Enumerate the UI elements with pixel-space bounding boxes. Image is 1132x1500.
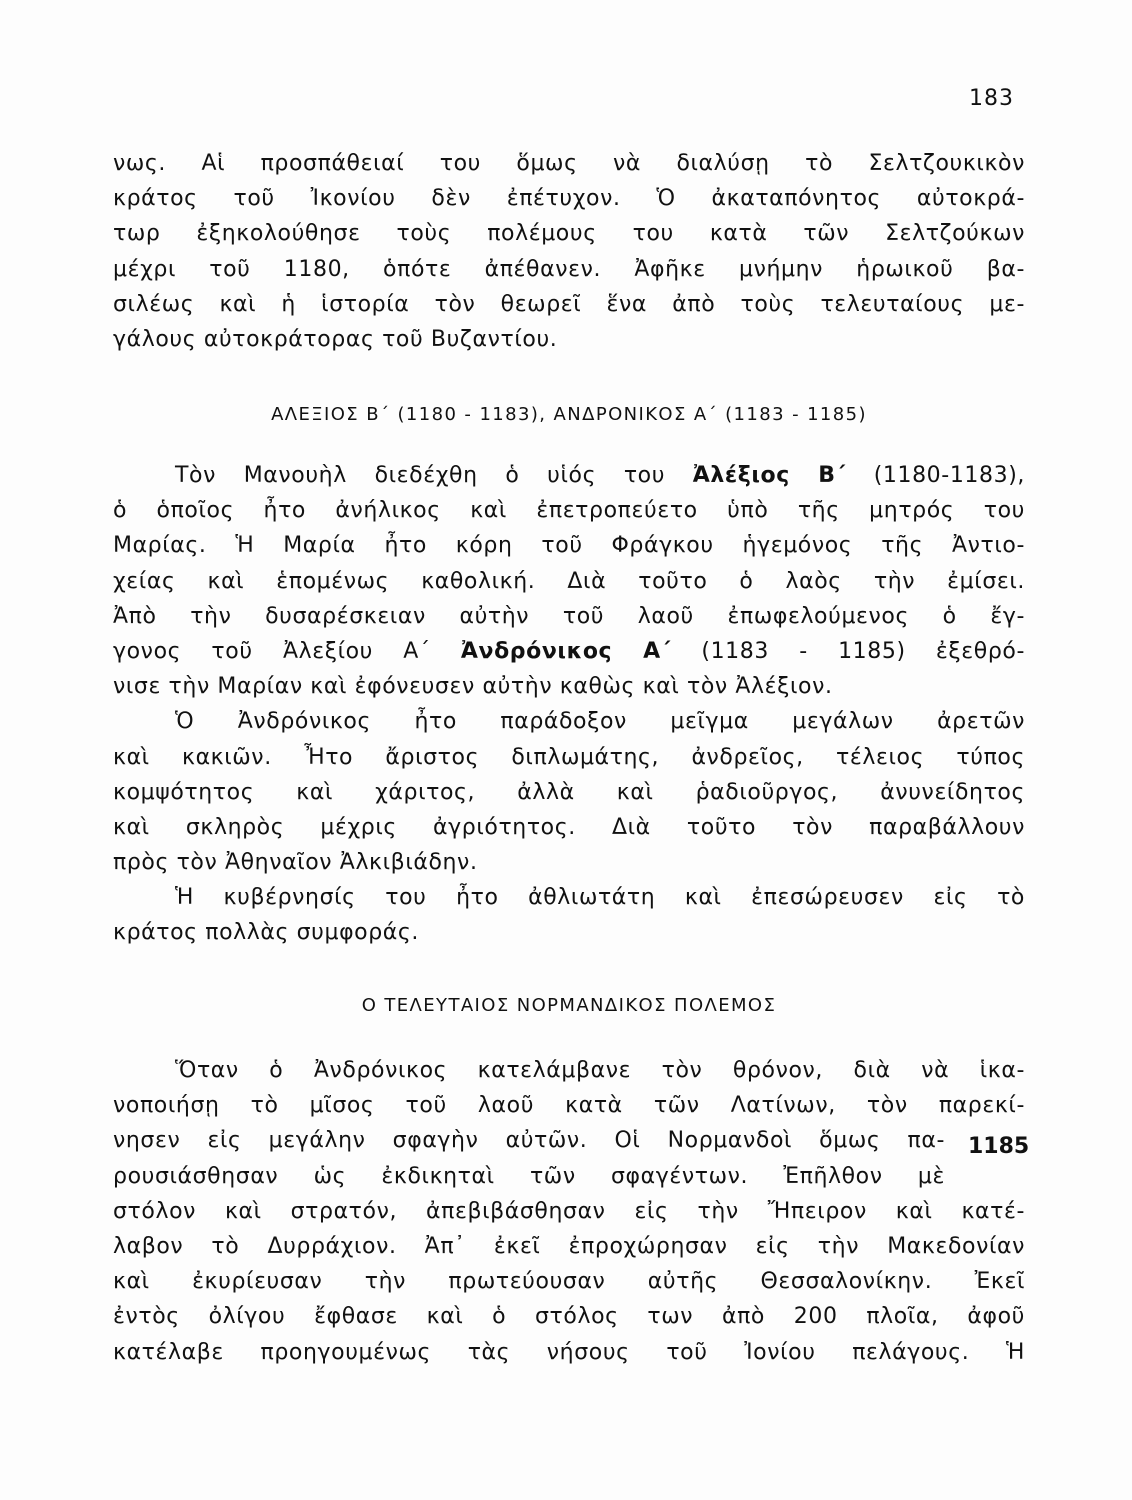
text-line: καὶ κακιῶν. Ἦτο ἄριστος διπλωμάτης, ἀνδρεῖος, τέλειος τύπος [113,744,1025,770]
text-line [113,634,1025,669]
text-line: πρὸς τὸν Ἀθηναῖον Ἀλκιβιάδην. [113,850,478,876]
bold-name-alexios: Ἀλέξιος Β΄ [692,463,846,488]
text-line: νοποιήσῃ τὸ μῖσος τοῦ λαοῦ κατὰ τῶν Λατίνων, τὸν παρεκί- [113,1093,1025,1119]
text-line: κράτος τοῦ Ἰκονίου δὲν ἐπέτυχον. Ὁ ἀκαταπόνητος αὐτοκρά- [113,186,1025,212]
text-line: Ἡ κυβέρνησίς του ἦτο ἀθλιωτάτη καὶ ἐπεσώρευσεν εἰς τὸ [175,885,1025,911]
text-line: Ἀπὸ τὴν δυσαρέσκειαν αὐτὴν τοῦ λαοῦ ἐπωφελούμενος ὁ ἔγ- [113,603,1025,629]
text-run: γονος τοῦ Ἀλεξίου Α΄ [113,638,461,664]
bold-name-andronikos: Ἀνδρόνικος Α΄ [460,638,672,664]
text-line: καὶ ἐκυρίευσαν τὴν πρωτεύουσαν αὐτῆς Θεσσαλονίκην. Ἐκεῖ [113,1269,1025,1295]
text-line: στόλον καὶ στρατόν, ἀπεβιβάσθησαν εἰς τὴν Ἤπειρον καὶ κατέ- [113,1198,1025,1224]
text-line: χείας καὶ ἑπομένως καθολική. Διὰ τοῦτο ὁ λαὸς τὴν ἐμίσει. [113,568,1025,594]
text-line: ἐντὸς ὀλίγου ἔφθασε καὶ ὁ στόλος των ἀπὸ 200 πλοῖα, ἀφοῦ [113,1304,1025,1330]
text-line: νησεν εἰς μεγάλην σφαγὴν αὐτῶν. Οἱ Νορμανδοὶ ὅμως πα- [113,1128,945,1154]
text-line: καὶ σκληρὸς μέχρις ἀγριότητος. Διὰ τοῦτο τὸν παραβάλλουν [113,814,1025,840]
paragraph-norman-war [113,1053,1025,1370]
text-run: (1180-1183), [845,463,1025,488]
text-line: νως. Αἱ προσπάθειαί του ὅμως νὰ διαλύσῃ τὸ Σελτζουκικὸν [113,151,1025,176]
text-line: ρουσιάσθησαν ὡς ἐκδικηταὶ τῶν σφαγέντων. Ἐπῆλθον μὲ [113,1163,945,1189]
text-line: μέχρι τοῦ 1180, ὁπότε ἀπέθανεν. Ἀφῆκε μνήμην ἡρωικοῦ βα- [113,256,1025,282]
text-line: Ὅταν ὁ Ἀνδρόνικος κατελάμβανε τὸν θρόνον, διὰ νὰ ἱκα- [175,1058,1025,1083]
text-line: κράτος πολλὰς συμφοράς. [113,920,420,946]
text-line: κομψότητος καὶ χάριτος, ἀλλὰ καὶ ῥαδιοῦργος, ἀνυνείδητος [113,779,1025,805]
paragraph-manuel-end [113,146,1025,357]
text-line: νισε τὴν Μαρίαν καὶ ἐφόνευσεν αὐτὴν καθὼς καὶ τὸν Ἀλέξιον. [113,674,833,700]
text-line: κατέλαβε προηγουμένως τὰς νήσους τοῦ Ἰονίου πελάγους. Ἡ [113,1339,1025,1365]
text-line: Μαρίας. Ἡ Μαρία ἦτο κόρη τοῦ Φράγκου ἡγεμόνος τῆς Ἀντιο- [113,533,1025,559]
section-heading-norman-war: Ο ΤΕΛΕΥΤΑΙΟΣ ΝΟΡΜΑΝΔΙΚΟΣ ΠΟΛΕΜΟΣ [361,995,777,1016]
text-line [113,458,1025,493]
text-run: (1183 - 1185) ἐξεθρό- [671,638,1026,664]
text-line: γάλους αὐτοκράτορας τοῦ Βυζαντίου. [113,326,558,352]
margin-year-note: 1185 [968,1134,1030,1159]
text-line: τωρ ἐξηκολούθησε τοὺς πολέμους του κατὰ τῶν Σελτζούκων [113,221,1025,247]
section-heading-alexios-andronikos: ΑΛΕΞΙΟΣ Β΄ (1180 - 1183), ΑΝΔΡΟΝΙΚΟΣ Α΄ (1183 - 1185) [271,404,867,425]
paragraph-alexios-andronikos [113,458,1025,951]
text-line: ὁ ὁποῖος ἦτο ἀνήλικος καὶ ἐπετροπεύετο ὑπὸ τῆς μητρός του [113,498,1025,524]
text-run: Τὸν Μανουὴλ διεδέχθη ὁ υἱός του [175,463,693,488]
text-line: Ὁ Ἀνδρόνικος ἦτο παράδοξον μεῖγμα μεγάλων ἀρετῶν [175,709,1025,735]
text-line: σιλέως καὶ ἡ ἱστορία τὸν θεωρεῖ ἕνα ἀπὸ τοὺς τελευταίους με- [113,291,1025,317]
text-line: λαβον τὸ Δυρράχιον. Ἀπ᾽ ἐκεῖ ἐπροχώρησαν εἰς τὴν Μακεδονίαν [113,1233,1025,1259]
page-number: 183 [969,86,1014,111]
